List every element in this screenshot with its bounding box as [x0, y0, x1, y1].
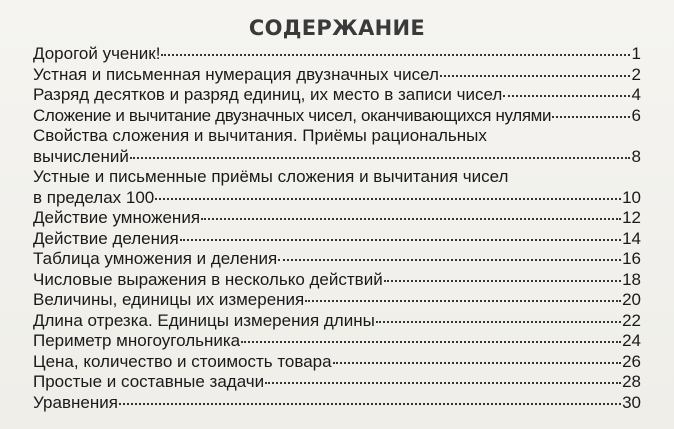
toc-page-number: 24 [622, 331, 641, 350]
toc-page-number: 10 [622, 187, 641, 207]
dot-leader [278, 259, 621, 261]
toc-entry-text: Числовые выражения в несколько действий [33, 269, 383, 289]
toc-entry [33, 372, 641, 393]
toc-entry [33, 229, 641, 250]
dot-leader [241, 341, 621, 343]
dot-leader [201, 218, 621, 220]
toc-page-number: 22 [622, 310, 641, 330]
toc-entry-text: Уравнения [33, 392, 118, 412]
toc-entry-text: Сложение и вычитание двузначных чисел, оканчивающихся нулями [33, 105, 552, 125]
dot-leader [552, 116, 630, 118]
toc-entry-text: Действие деления [33, 228, 179, 248]
dot-leader [305, 300, 621, 302]
toc-entry [33, 270, 641, 291]
toc-page-number: 16 [622, 249, 641, 268]
page-title: СОДЕРЖАНИЕ [248, 16, 426, 40]
dot-leader [376, 321, 621, 323]
toc-entry-text-line-1: Свойства сложения и вычитания. Приёмы рациональных [33, 126, 487, 145]
toc-entry-text: Простые и составные задачи [33, 372, 265, 391]
dot-leader [503, 95, 630, 97]
toc-page-number: 20 [622, 290, 641, 309]
dot-leader [130, 157, 630, 159]
toc-entry [33, 208, 641, 229]
toc-entry [33, 44, 641, 65]
toc-entry [33, 393, 641, 414]
toc-entry-text-line-2: в пределах 100 [33, 187, 155, 207]
dot-leader [180, 239, 621, 241]
toc-entry [33, 106, 641, 127]
toc-page-number: 30 [622, 392, 641, 412]
toc-entry-text: Периметр многоугольника [33, 331, 241, 350]
toc-entry [33, 352, 641, 373]
toc-page-number: 14 [622, 228, 641, 248]
dot-leader [440, 75, 630, 77]
toc-page-number: 2 [631, 64, 641, 84]
toc-page-number: 12 [622, 208, 641, 227]
toc-page-number: 1 [631, 44, 641, 63]
dot-leader [155, 198, 621, 200]
toc-entry [33, 311, 641, 332]
toc-entry [33, 65, 641, 86]
table-of-contents [33, 44, 641, 413]
toc-entry [33, 249, 641, 270]
toc-entry-text-line-1: Устные и письменные приёмы сложения и вычитания чисел [33, 167, 509, 186]
toc-page-number: 8 [631, 146, 641, 166]
toc-page-number: 4 [631, 85, 641, 104]
toc-entry [33, 85, 641, 106]
dot-leader [119, 403, 621, 405]
toc-entry-text: Действие умножения [33, 208, 201, 227]
dot-leader [161, 54, 630, 56]
toc-entry-text: Длина отрезка. Единицы измерения длины [33, 310, 375, 330]
dot-leader [384, 280, 621, 282]
toc-entry-text: Разряд десятков и разряд единиц, их место в записи чисел [33, 85, 503, 104]
toc-entry-text: Устная и письменная нумерация двузначных чисел [33, 64, 439, 84]
toc-entry [33, 126, 641, 167]
toc-entry [33, 331, 641, 352]
toc-entry-text: Дорогой ученик! [33, 44, 161, 63]
toc-page-number: 18 [622, 269, 641, 289]
toc-page-number: 26 [622, 351, 641, 371]
toc-entry [33, 290, 641, 311]
toc-page-number: 28 [622, 372, 641, 391]
dot-leader [333, 362, 621, 364]
toc-entry [33, 167, 641, 208]
toc-entry-text: Таблица умножения и деления [33, 249, 278, 268]
dot-leader [265, 382, 621, 384]
toc-entry-text: Величины, единицы их измерения [33, 290, 305, 309]
toc-entry-text: Цена, количество и стоимость товара [33, 351, 332, 371]
toc-entry-text-line-2: вычислений [33, 146, 129, 166]
toc-page-number: 6 [631, 105, 641, 125]
